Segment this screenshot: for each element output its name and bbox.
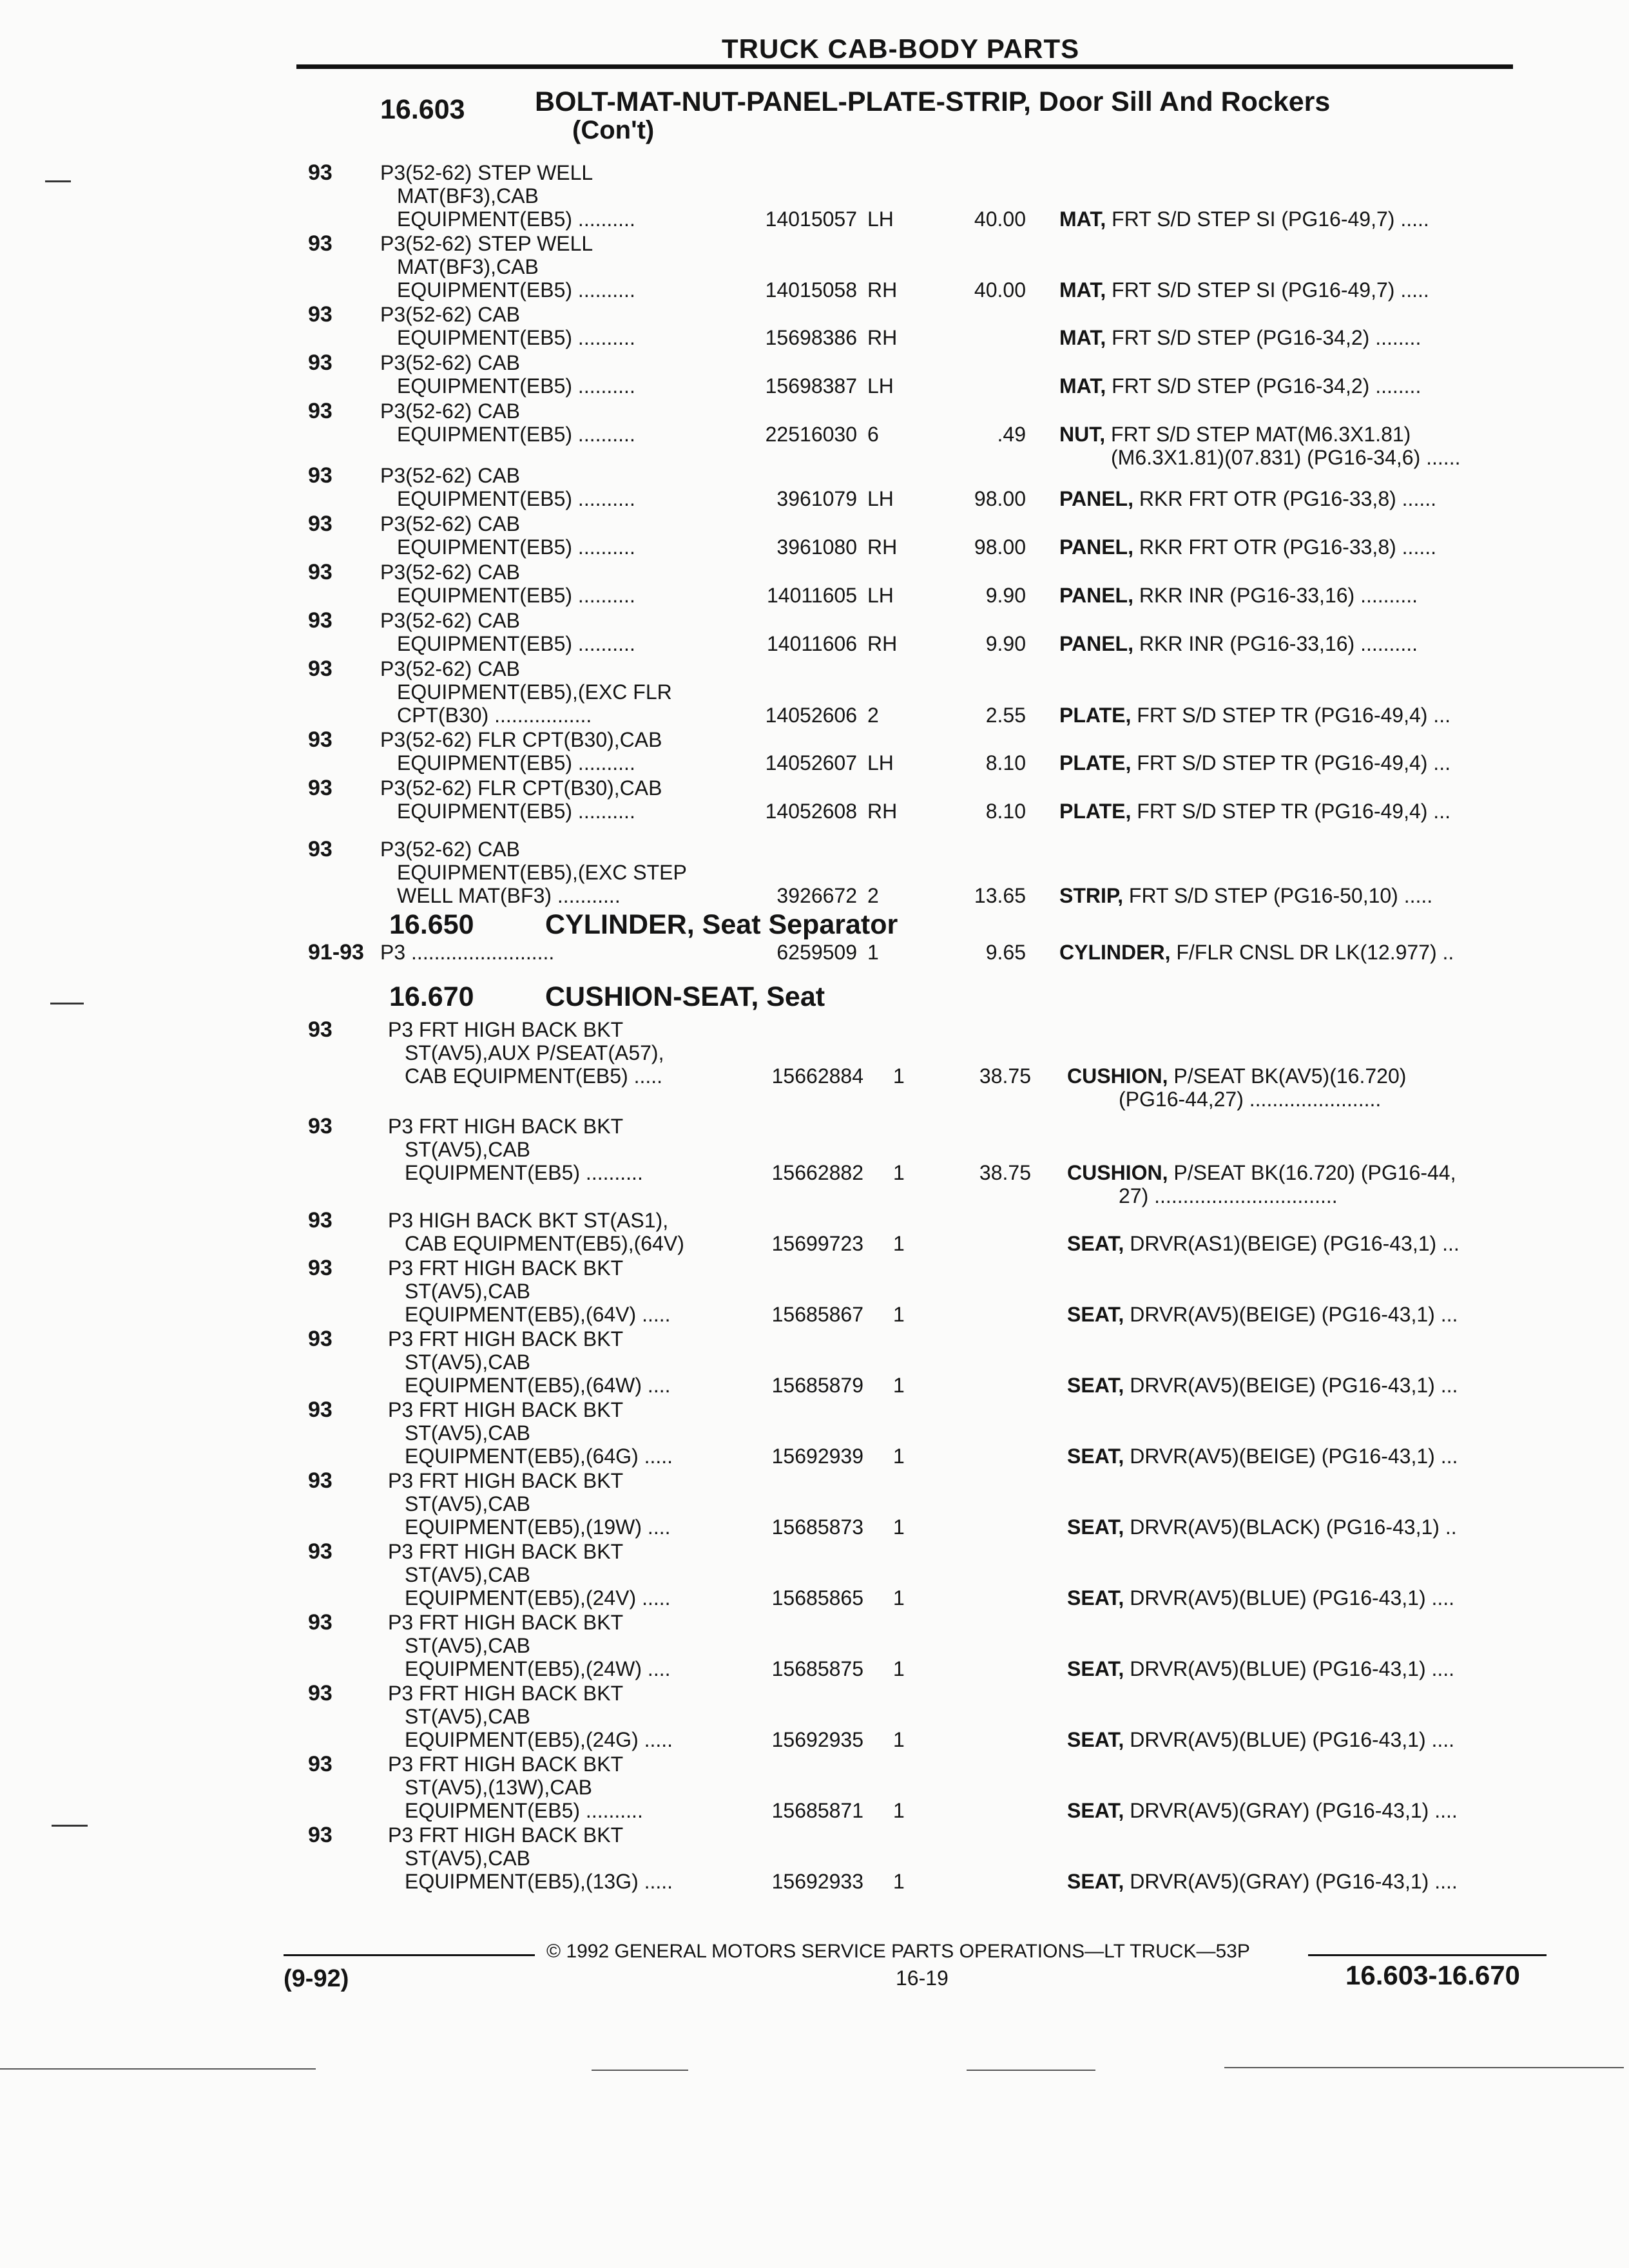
usage-line: P3(52-62) CAB: [380, 561, 520, 584]
model-year: 93: [308, 657, 333, 681]
usage-line: ST(AV5),CAB: [405, 1634, 530, 1657]
usage-line: CAB EQUIPMENT(EB5),(64V): [405, 1232, 684, 1255]
part-name-continued: 27) ................................: [1119, 1184, 1338, 1207]
usage-line: P3(52-62) STEP WELL: [380, 161, 593, 184]
usage-description: [380, 941, 554, 964]
part-name: [1067, 1232, 1460, 1255]
usage-line: P3(52-62) CAB: [380, 399, 520, 423]
price: 38.75: [979, 1161, 1031, 1184]
part-name-detail: DRVR(AS1)(BEIGE) (PG16-43,1) ...: [1124, 1232, 1460, 1255]
model-year: 93: [308, 1752, 333, 1776]
quantity: 1: [893, 1728, 905, 1751]
section-title: BOLT-MAT-NUT-PANEL-PLATE-STRIP, Door Sill And Rockers: [535, 86, 1331, 117]
scan-line: [0, 2068, 316, 2070]
price: 40.00: [974, 278, 1026, 302]
part-number: 15698387: [765, 374, 857, 398]
part-name-keyword: PANEL,: [1059, 535, 1133, 559]
usage-line: EQUIPMENT(EB5) ..........: [405, 1799, 643, 1822]
part-name: [1059, 535, 1436, 559]
part-number: 3961079: [776, 487, 857, 510]
usage-description: [388, 1115, 643, 1184]
usage-line: P3(52-62) STEP WELL: [380, 232, 593, 255]
quantity: RH: [867, 326, 898, 349]
usage-description: [388, 1540, 671, 1610]
price: 98.00: [974, 535, 1026, 559]
part-name-detail: DRVR(AV5)(BLUE) (PG16-43,1) ....: [1124, 1586, 1455, 1610]
part-name-detail: FRT S/D STEP (PG16-34,2) ........: [1106, 326, 1422, 349]
part-name: [1059, 423, 1460, 469]
usage-line: ST(AV5),CAB: [405, 1563, 530, 1586]
part-name-keyword: SEAT,: [1067, 1586, 1124, 1610]
part-name-keyword: SEAT,: [1067, 1515, 1124, 1539]
usage-description: [380, 303, 635, 349]
usage-description: [380, 776, 662, 823]
part-name-keyword: CUSHION,: [1067, 1064, 1168, 1088]
part-number: 15662882: [771, 1161, 863, 1184]
usage-line: P3 FRT HIGH BACK BKT: [388, 1018, 624, 1041]
model-year: 93: [308, 1256, 333, 1280]
footer-date: (9-92): [284, 1965, 349, 1992]
quantity: RH: [867, 800, 898, 823]
quantity: 1: [893, 1374, 905, 1397]
model-year: 93: [308, 1208, 333, 1233]
part-name-keyword: SEAT,: [1067, 1232, 1124, 1255]
usage-line: P3(52-62) CAB: [380, 838, 520, 861]
quantity: 2: [867, 704, 879, 727]
usage-line: EQUIPMENT(EB5),(64G) .....: [405, 1445, 673, 1468]
part-name-keyword: PANEL,: [1059, 584, 1133, 607]
model-year: 93: [308, 1539, 333, 1564]
usage-line: P3 HIGH BACK BKT ST(AS1),: [388, 1209, 669, 1232]
part-name: [1067, 1657, 1454, 1680]
usage-description: [380, 561, 635, 607]
section-continued: (Con't): [572, 116, 655, 144]
model-year: 93: [308, 231, 333, 256]
model-year: 93: [308, 351, 333, 375]
part-name: [1067, 1515, 1457, 1539]
part-number: 15692939: [771, 1445, 863, 1468]
usage-line: MAT(BF3),CAB: [397, 255, 539, 278]
model-year: 93: [308, 1398, 333, 1422]
usage-line: EQUIPMENT(EB5),(13G) .....: [405, 1870, 673, 1893]
part-name-keyword: CUSHION,: [1067, 1161, 1168, 1184]
usage-description: [388, 1469, 670, 1539]
part-name: [1067, 1303, 1458, 1326]
part-number: 15662884: [771, 1064, 863, 1088]
usage-description: [388, 1753, 643, 1822]
quantity: 1: [893, 1161, 905, 1184]
usage-line: P3 FRT HIGH BACK BKT: [388, 1611, 624, 1634]
model-year: 93: [308, 1327, 333, 1351]
part-name-detail: FRT S/D STEP TR (PG16-49,4) ...: [1131, 800, 1451, 823]
part-number: 15699723: [771, 1232, 863, 1255]
usage-line: EQUIPMENT(EB5) ..........: [397, 423, 635, 446]
model-year: 93: [308, 160, 333, 185]
model-year: 93: [308, 1468, 333, 1493]
footer-copyright: © 1992 GENERAL MOTORS SERVICE PARTS OPERATIONS—LT TRUCK—53P: [546, 1941, 1250, 1962]
part-name: [1067, 1586, 1454, 1610]
usage-line: P3(52-62) CAB: [380, 609, 520, 632]
usage-description: [388, 1209, 684, 1255]
usage-line: EQUIPMENT(EB5) ..........: [397, 278, 635, 302]
usage-line: P3(52-62) CAB: [380, 464, 520, 487]
usage-line: P3 FRT HIGH BACK BKT: [388, 1469, 624, 1492]
part-name-detail: DRVR(AV5)(BLACK) (PG16-43,1) ..: [1124, 1515, 1457, 1539]
footer-section-range: 16.603-16.670: [1345, 1960, 1520, 1990]
usage-description: [388, 1256, 671, 1326]
usage-line: EQUIPMENT(EB5) ..........: [397, 632, 635, 655]
margin-mark: [45, 180, 71, 182]
usage-line: EQUIPMENT(EB5) ..........: [397, 487, 635, 510]
price: 38.75: [979, 1064, 1031, 1088]
usage-line: P3 FRT HIGH BACK BKT: [388, 1540, 624, 1563]
price: 9.65: [985, 941, 1026, 964]
usage-line: P3 FRT HIGH BACK BKT: [388, 1115, 624, 1138]
model-year: 93: [308, 1681, 333, 1706]
price: .49: [997, 423, 1026, 446]
usage-description: [380, 838, 687, 907]
usage-line: ST(AV5),CAB: [405, 1280, 530, 1303]
part-name-detail: FRT S/D STEP (PG16-34,2) ........: [1106, 374, 1422, 398]
scan-line: [967, 2070, 1095, 2071]
part-number: 15685879: [771, 1374, 863, 1397]
model-year: 93: [308, 1114, 333, 1139]
usage-line: ST(AV5),CAB: [405, 1350, 530, 1374]
part-name-detail: FRT S/D STEP SI (PG16-49,7) .....: [1106, 278, 1429, 302]
part-name-detail: DRVR(AV5)(BEIGE) (PG16-43,1) ...: [1124, 1374, 1458, 1397]
part-number: 14015058: [765, 278, 857, 302]
usage-line: EQUIPMENT(EB5),(24W) ....: [405, 1657, 671, 1680]
part-name-detail: F/FLR CNSL DR LK(12.977) ..: [1170, 941, 1454, 964]
part-name-keyword: SEAT,: [1067, 1870, 1124, 1893]
usage-line: P3(52-62) FLR CPT(B30),CAB: [380, 776, 662, 800]
part-name-keyword: SEAT,: [1067, 1374, 1124, 1397]
part-name: [1067, 1799, 1458, 1822]
usage-line: P3(52-62) CAB: [380, 303, 520, 326]
part-name-detail: RKR INR (PG16-33,16) ..........: [1133, 632, 1418, 655]
part-name-detail: DRVR(AV5)(BLUE) (PG16-43,1) ....: [1124, 1657, 1455, 1680]
usage-line: EQUIPMENT(EB5) ..........: [397, 374, 635, 398]
quantity: LH: [867, 207, 894, 231]
model-year: 93: [308, 1823, 333, 1847]
part-number: 14011606: [767, 632, 857, 655]
usage-line: EQUIPMENT(EB5),(EXC STEP: [397, 861, 687, 884]
part-name: [1059, 487, 1436, 510]
part-name-keyword: NUT,: [1059, 423, 1106, 446]
margin-mark: [52, 1825, 88, 1827]
usage-description: [388, 1682, 673, 1751]
model-year: 93: [308, 608, 333, 633]
part-name-keyword: SEAT,: [1067, 1799, 1124, 1822]
usage-line: ST(AV5),CAB: [405, 1138, 530, 1161]
model-year: 93: [308, 1610, 333, 1635]
part-name: [1067, 1728, 1454, 1751]
part-name-keyword: PLATE,: [1059, 751, 1132, 774]
part-name: [1059, 326, 1421, 349]
quantity: RH: [867, 535, 898, 559]
part-name: [1067, 1870, 1458, 1893]
usage-line: EQUIPMENT(EB5) ..........: [397, 535, 635, 559]
part-name-keyword: SEAT,: [1067, 1728, 1124, 1751]
usage-line: EQUIPMENT(EB5),(64W) ....: [405, 1374, 671, 1397]
part-name-detail: FRT S/D STEP (PG16-50,10) .....: [1123, 884, 1433, 907]
part-number: 14011605: [767, 584, 857, 607]
quantity: 1: [893, 1303, 905, 1326]
part-name-detail: P/SEAT BK(AV5)(16.720): [1168, 1064, 1407, 1088]
usage-description: [388, 1398, 673, 1468]
quantity: 1: [893, 1515, 905, 1539]
part-number: 15685873: [771, 1515, 863, 1539]
price: 98.00: [974, 487, 1026, 510]
part-name-keyword: MAT,: [1059, 278, 1106, 302]
section-number: 16.603: [380, 94, 465, 125]
usage-line: EQUIPMENT(EB5),(24G) .....: [405, 1728, 673, 1751]
footer-page-number: 16-19: [896, 1966, 949, 1990]
part-name-detail: RKR FRT OTR (PG16-33,8) ......: [1133, 535, 1436, 559]
part-name-detail: FRT S/D STEP TR (PG16-49,4) ...: [1131, 704, 1451, 727]
usage-description: [380, 399, 635, 446]
part-name: [1059, 800, 1451, 823]
usage-line: P3 FRT HIGH BACK BKT: [388, 1823, 624, 1847]
part-name: [1059, 207, 1429, 231]
part-name: [1059, 374, 1421, 398]
quantity: 1: [893, 1657, 905, 1680]
model-year: 93: [308, 512, 333, 536]
usage-line: EQUIPMENT(EB5) ..........: [397, 207, 635, 231]
part-name: [1059, 704, 1451, 727]
part-name-keyword: PLATE,: [1059, 704, 1132, 727]
part-number: 3926672: [776, 884, 857, 907]
usage-line: EQUIPMENT(EB5),(64V) .....: [405, 1303, 671, 1326]
usage-line: EQUIPMENT(EB5) ..........: [397, 800, 635, 823]
part-name-continued: (PG16-44,27) .......................: [1119, 1088, 1382, 1111]
section-number: 16.670: [389, 981, 474, 1012]
part-name-detail: RKR INR (PG16-33,16) ..........: [1133, 584, 1418, 607]
usage-description: [380, 161, 635, 231]
part-number: 15685867: [771, 1303, 863, 1326]
part-number: 15692935: [771, 1728, 863, 1751]
part-number: 14052607: [765, 751, 857, 774]
part-number: 15685871: [771, 1799, 863, 1822]
model-year: 91-93: [308, 940, 364, 965]
section-number: 16.650: [389, 909, 474, 940]
scan-line: [592, 2070, 688, 2071]
price: 9.90: [985, 632, 1026, 655]
margin-mark: [50, 1003, 84, 1004]
part-name: [1059, 751, 1451, 774]
usage-line: ST(AV5),CAB: [405, 1705, 530, 1728]
part-name: [1067, 1374, 1458, 1397]
usage-line: P3(52-62) CAB: [380, 351, 520, 374]
part-name: [1067, 1445, 1458, 1468]
part-number: 3961080: [776, 535, 857, 559]
part-name-detail: P/SEAT BK(16.720) (PG16-44,: [1168, 1161, 1456, 1184]
usage-description: [380, 609, 635, 655]
part-name: [1059, 278, 1429, 302]
usage-line: P3 FRT HIGH BACK BKT: [388, 1327, 624, 1350]
part-name: [1059, 584, 1418, 607]
usage-line: EQUIPMENT(EB5),(24V) .....: [405, 1586, 671, 1610]
model-year: 93: [308, 302, 333, 327]
usage-line: CAB EQUIPMENT(EB5) .....: [405, 1064, 663, 1088]
model-year: 93: [308, 399, 333, 423]
part-name-detail: DRVR(AV5)(BLUE) (PG16-43,1) ....: [1124, 1728, 1455, 1751]
part-name-detail: DRVR(AV5)(GRAY) (PG16-43,1) ....: [1124, 1870, 1458, 1893]
usage-description: [380, 464, 635, 510]
usage-line: EQUIPMENT(EB5) ..........: [397, 751, 635, 774]
quantity: 1: [893, 1232, 905, 1255]
usage-line: ST(AV5),CAB: [405, 1421, 530, 1445]
part-number: 6259509: [776, 941, 857, 964]
quantity: 2: [867, 884, 879, 907]
usage-line: ST(AV5),(13W),CAB: [405, 1776, 592, 1799]
part-name-keyword: PANEL,: [1059, 632, 1133, 655]
model-year: 93: [308, 1017, 333, 1042]
part-name-keyword: MAT,: [1059, 374, 1106, 398]
usage-line: P3 FRT HIGH BACK BKT: [388, 1256, 624, 1280]
part-name-detail: DRVR(AV5)(GRAY) (PG16-43,1) ....: [1124, 1799, 1458, 1822]
usage-line: MAT(BF3),CAB: [397, 184, 539, 207]
part-name-keyword: PLATE,: [1059, 800, 1132, 823]
section-title: CUSHION-SEAT, Seat: [545, 981, 825, 1012]
part-name-keyword: SEAT,: [1067, 1303, 1124, 1326]
usage-line: ST(AV5),CAB: [405, 1492, 530, 1515]
part-name-keyword: SEAT,: [1067, 1657, 1124, 1680]
part-name-keyword: PANEL,: [1059, 487, 1133, 510]
scan-line: [1224, 2067, 1624, 2068]
model-year: 93: [308, 776, 333, 800]
usage-line: P3(52-62) CAB: [380, 657, 520, 680]
part-number: 14052608: [765, 800, 857, 823]
usage-line: P3 .........................: [380, 941, 555, 964]
part-name: [1067, 1161, 1456, 1207]
part-number: 14052606: [765, 704, 857, 727]
usage-line: EQUIPMENT(EB5),(EXC FLR: [397, 680, 672, 704]
usage-line: P3(52-62) FLR CPT(B30),CAB: [380, 728, 662, 751]
price: 9.90: [985, 584, 1026, 607]
part-name: [1067, 1064, 1406, 1111]
price: 40.00: [974, 207, 1026, 231]
quantity: LH: [867, 584, 894, 607]
model-year: 93: [308, 837, 333, 861]
page-header: TRUCK CAB-BODY PARTS: [722, 34, 1080, 64]
part-name-keyword: MAT,: [1059, 207, 1106, 231]
quantity: 1: [867, 941, 879, 964]
header-rule: [296, 64, 1513, 69]
quantity: LH: [867, 374, 894, 398]
part-name-keyword: MAT,: [1059, 326, 1106, 349]
part-number: 14015057: [765, 207, 857, 231]
part-name-detail: DRVR(AV5)(BEIGE) (PG16-43,1) ...: [1124, 1303, 1458, 1326]
usage-line: ST(AV5),AUX P/SEAT(A57),: [405, 1041, 664, 1064]
quantity: RH: [867, 278, 898, 302]
usage-description: [388, 1327, 670, 1397]
usage-description: [380, 351, 635, 398]
price: 8.10: [985, 751, 1026, 774]
usage-description: [380, 657, 672, 727]
usage-description: [388, 1823, 673, 1893]
usage-line: EQUIPMENT(EB5) ..........: [405, 1161, 643, 1184]
quantity: 6: [867, 423, 879, 446]
part-name-detail: DRVR(AV5)(BEIGE) (PG16-43,1) ...: [1124, 1445, 1458, 1468]
part-name-continued: (M6.3X1.81)(07.831) (PG16-34,6) ......: [1111, 446, 1461, 469]
part-name-detail: FRT S/D STEP TR (PG16-49,4) ...: [1131, 751, 1451, 774]
quantity: RH: [867, 632, 898, 655]
usage-line: P3 FRT HIGH BACK BKT: [388, 1682, 624, 1705]
price: 8.10: [985, 800, 1026, 823]
quantity: 1: [893, 1445, 905, 1468]
usage-description: [388, 1018, 664, 1088]
usage-description: [380, 232, 635, 302]
part-number: 15698386: [765, 326, 857, 349]
quantity: 1: [893, 1064, 905, 1088]
quantity: 1: [893, 1799, 905, 1822]
usage-description: [380, 728, 662, 774]
usage-description: [380, 512, 635, 559]
usage-line: CPT(B30) .................: [397, 704, 592, 727]
usage-line: EQUIPMENT(EB5),(19W) ....: [405, 1515, 671, 1539]
usage-line: P3(52-62) CAB: [380, 512, 520, 535]
quantity: 1: [893, 1870, 905, 1893]
quantity: LH: [867, 487, 894, 510]
model-year: 93: [308, 560, 333, 584]
part-name-detail: FRT S/D STEP SI (PG16-49,7) .....: [1106, 207, 1429, 231]
price: 2.55: [985, 704, 1026, 727]
part-name-keyword: CYLINDER,: [1059, 941, 1171, 964]
part-number: 15692933: [771, 1870, 863, 1893]
part-name: [1059, 941, 1454, 964]
usage-line: P3 FRT HIGH BACK BKT: [388, 1753, 624, 1776]
quantity: 1: [893, 1586, 905, 1610]
part-name-detail: FRT S/D STEP MAT(M6.3X1.81): [1105, 423, 1411, 446]
model-year: 93: [308, 727, 333, 752]
usage-line: EQUIPMENT(EB5) ..........: [397, 584, 635, 607]
footer-rule-right: [1308, 1954, 1547, 1956]
part-number: 22516030: [765, 423, 857, 446]
part-name: [1059, 632, 1418, 655]
footer-rule-left: [284, 1954, 535, 1956]
part-number: 15685875: [771, 1657, 863, 1680]
part-name-keyword: SEAT,: [1067, 1445, 1124, 1468]
usage-line: P3 FRT HIGH BACK BKT: [388, 1398, 624, 1421]
usage-line: ST(AV5),CAB: [405, 1847, 530, 1870]
part-name-keyword: STRIP,: [1059, 884, 1123, 907]
part-number: 15685865: [771, 1586, 863, 1610]
price: 13.65: [974, 884, 1026, 907]
usage-line: EQUIPMENT(EB5) ..........: [397, 326, 635, 349]
usage-line: WELL MAT(BF3) ...........: [397, 884, 621, 907]
part-name: [1059, 884, 1432, 907]
usage-description: [388, 1611, 670, 1680]
quantity: LH: [867, 751, 894, 774]
model-year: 93: [308, 463, 333, 488]
part-name-detail: RKR FRT OTR (PG16-33,8) ......: [1133, 487, 1436, 510]
section-title: CYLINDER, Seat Separator: [545, 909, 898, 940]
